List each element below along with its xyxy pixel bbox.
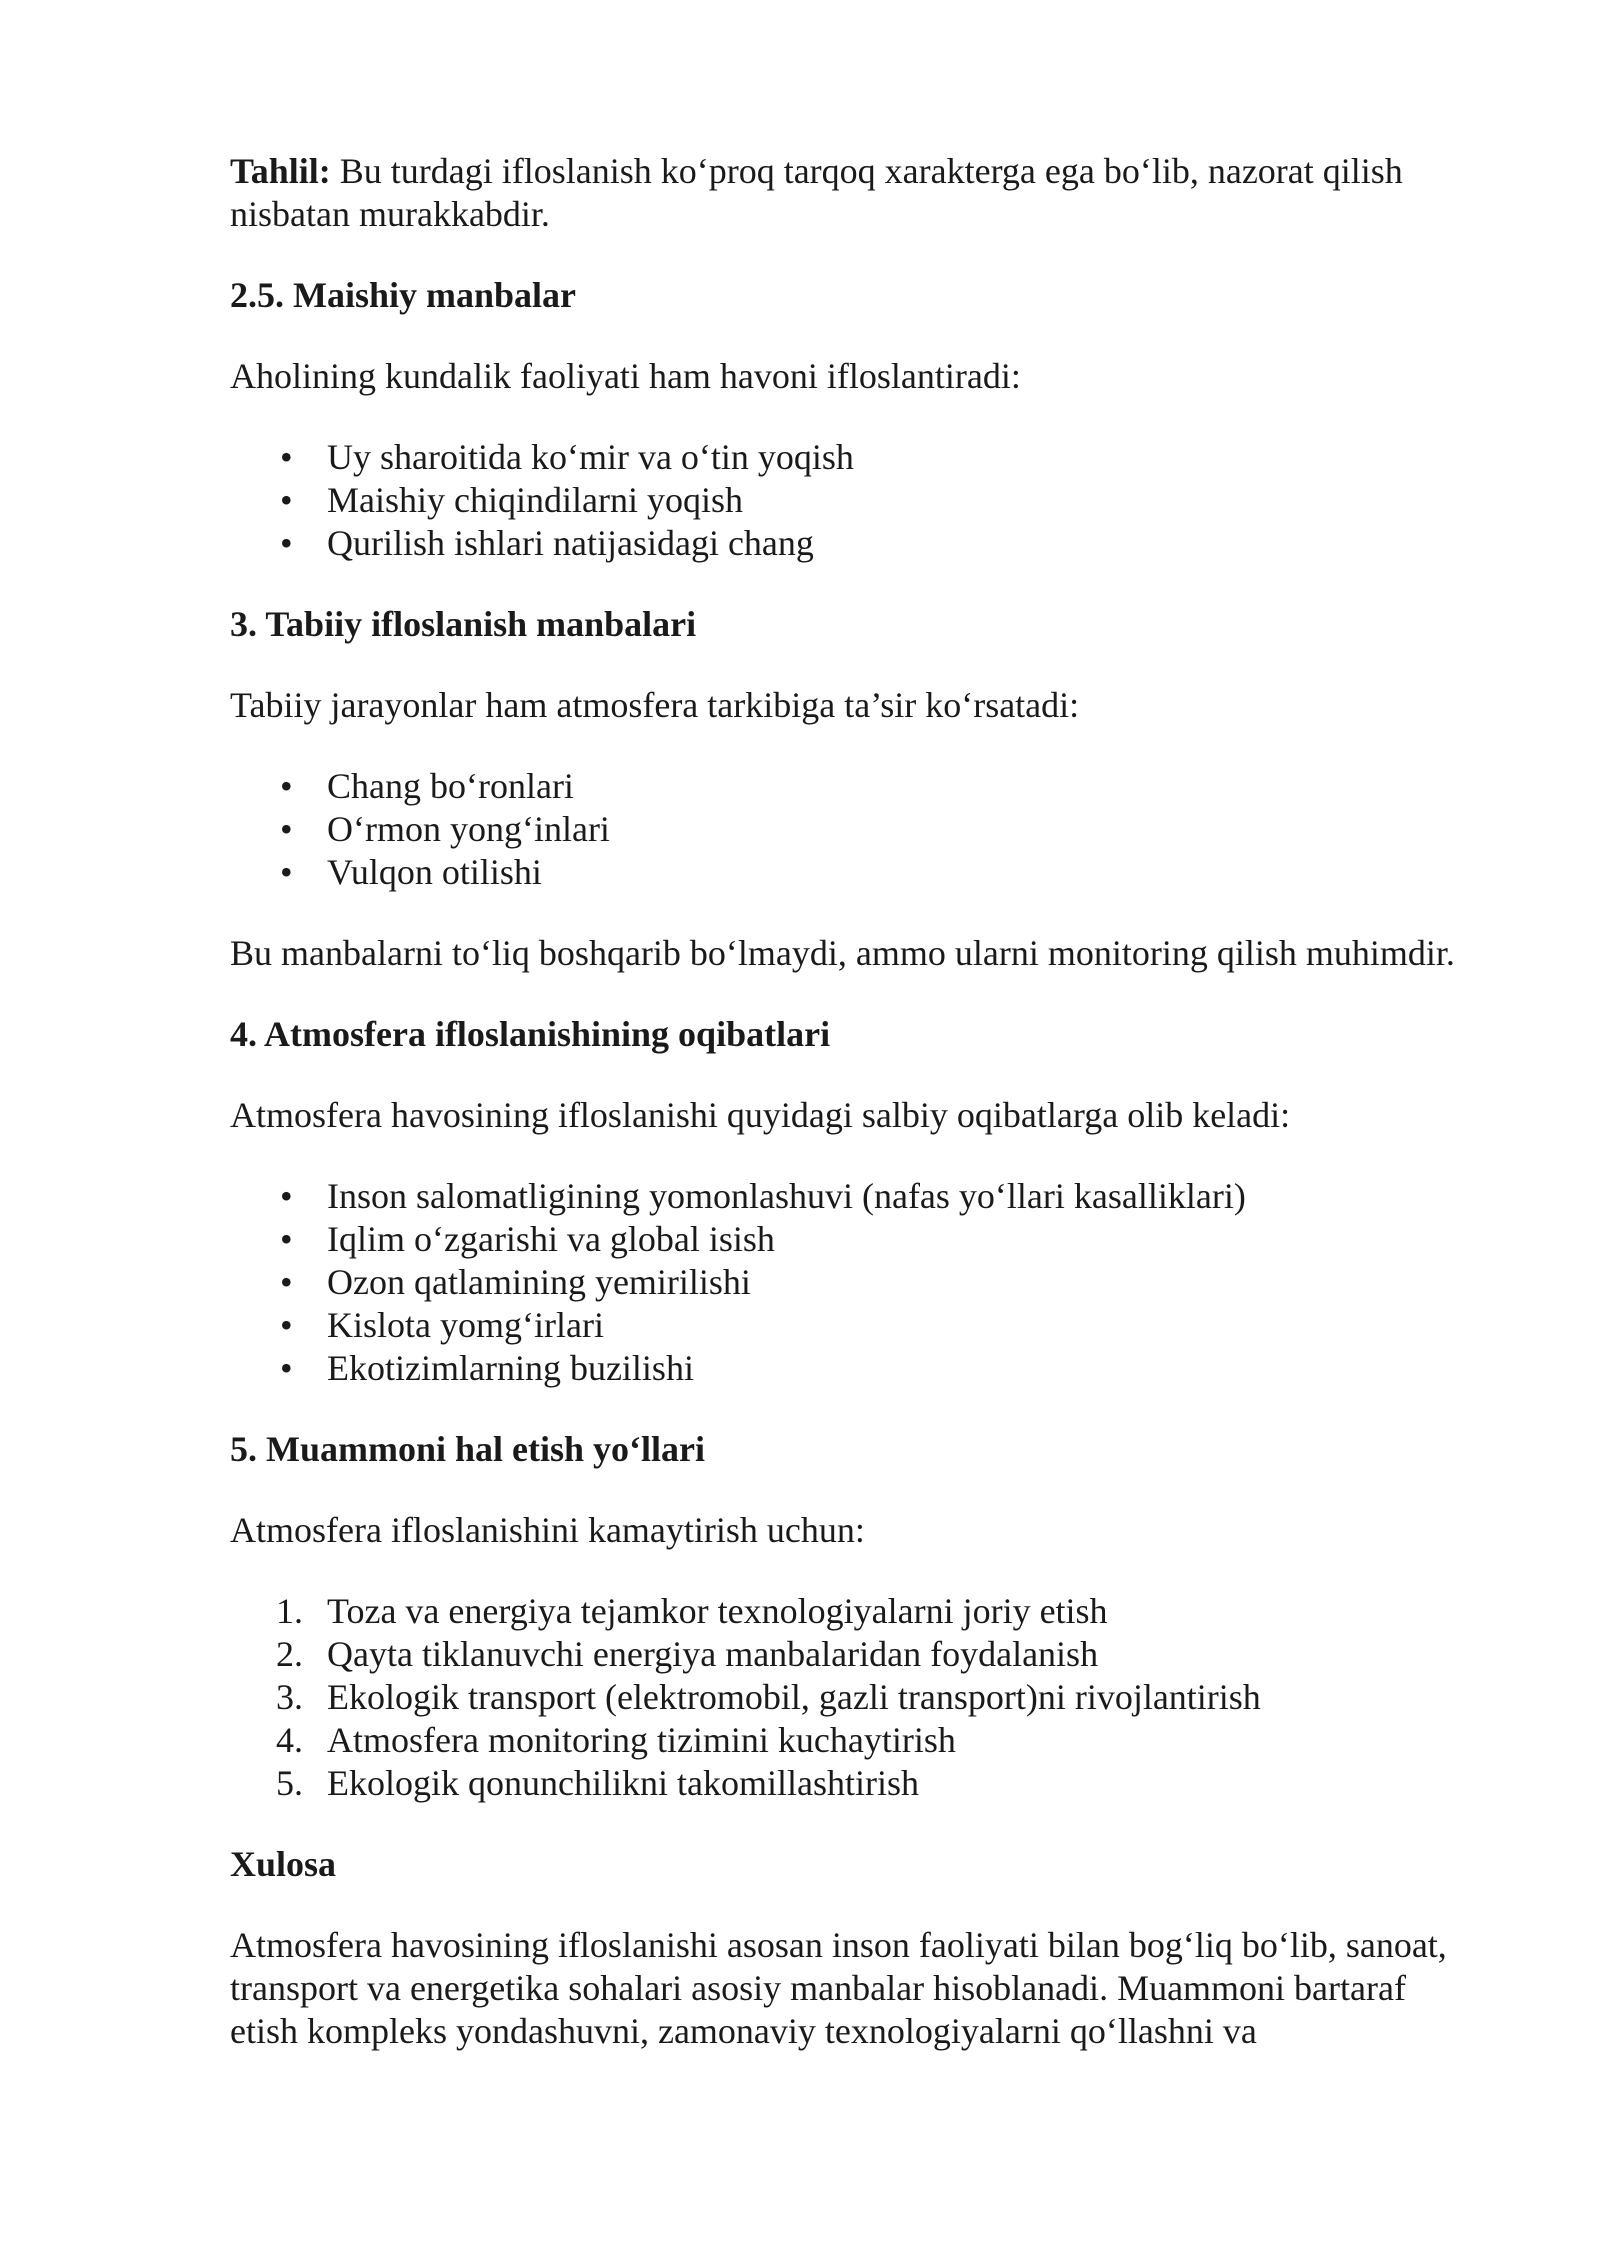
list-item: • Ozon qatlamining yemirilishi bbox=[280, 1262, 751, 1302]
intro-text: Bu turdagi ifloslanish ko‘proq tarqoq xarakterga ega bo‘lib, nazorat qilish nisbatan murakkabdir. bbox=[230, 151, 1403, 234]
section-3-after-paragraph: Bu manbalarni to‘liq boshqarib bo‘lmaydi, ammo ularni monitoring qilish muhimdir. bbox=[230, 933, 1455, 973]
bullet-icon: • bbox=[280, 1305, 293, 1345]
section-2-5-heading: 2.5. Maishiy manbalar bbox=[230, 275, 577, 315]
list-item: 5. Ekologik qonunchilikni takomillashtirish bbox=[276, 1763, 919, 1803]
list-item: • Ekotizimlarning buzilishi bbox=[280, 1348, 694, 1388]
list-item: • Qurilish ishlari natijasidagi chang bbox=[280, 523, 814, 563]
list-number: 2. bbox=[276, 1634, 303, 1674]
list-item: 1. Toza va energiya tejamkor texnologiyalarni joriy etish bbox=[276, 1591, 1108, 1631]
list-item: • Maishiy chiqindilarni yoqish bbox=[280, 480, 743, 520]
section-5-list bbox=[230, 1590, 1480, 1805]
section-3-paragraph: Tabiiy jarayonlar ham atmosfera tarkibiga ta’sir ko‘rsatadi: bbox=[230, 685, 1080, 725]
list-item: • Inson salomatligining yomonlashuvi (nafas yo‘llari kasalliklari) bbox=[280, 1176, 1246, 1216]
bullet-icon: • bbox=[280, 523, 293, 563]
list-number: 1. bbox=[276, 1591, 303, 1631]
section-4-list bbox=[230, 1175, 1480, 1390]
bullet-icon: • bbox=[280, 480, 293, 520]
list-item: 4. Atmosfera monitoring tizimini kuchaytirish bbox=[276, 1720, 956, 1760]
list-item: • Vulqon otilishi bbox=[280, 852, 542, 892]
list-item: 3. Ekologik transport (elektromobil, gazli transport)ni rivojlantirish bbox=[276, 1677, 1261, 1717]
section-4-paragraph: Atmosfera havosining ifloslanishi quyidagi salbiy oqibatlarga olib keladi: bbox=[230, 1095, 1291, 1135]
intro-lead: Tahlil: bbox=[230, 151, 331, 191]
section-5-paragraph: Atmosfera ifloslanishini kamaytirish uchun: bbox=[230, 1510, 865, 1550]
section-2-5-paragraph: Aholining kundalik faoliyati ham havoni ifloslantiradi: bbox=[230, 356, 1021, 396]
list-item: • Kislota yomg‘irlari bbox=[280, 1305, 604, 1345]
bullet-icon: • bbox=[280, 809, 293, 849]
bullet-icon: • bbox=[280, 766, 293, 806]
list-item: • Iqlim o‘zgarishi va global isish bbox=[280, 1219, 775, 1259]
list-number: 3. bbox=[276, 1677, 303, 1717]
conclusion-heading: Xulosa bbox=[230, 1844, 337, 1884]
bullet-icon: • bbox=[280, 437, 293, 477]
conclusion-paragraph: Atmosfera havosining ifloslanishi asosan inson faoliyati bilan bog‘liq bo‘lib, sanoat, transport va energetika sohalari asosiy manbalar hisoblanadi. Muammoni bartaraf etish kompleks yondashuvni, zamonaviy texnologiyalarni qo‘llashni va bbox=[230, 1925, 1447, 2051]
section-3-heading: 3. Tabiiy ifloslanish manbalari bbox=[230, 604, 697, 644]
list-number: 5. bbox=[276, 1763, 303, 1803]
bullet-icon: • bbox=[280, 1262, 293, 1302]
list-number: 4. bbox=[276, 1720, 303, 1760]
bullet-icon: • bbox=[280, 1219, 293, 1259]
bullet-icon: • bbox=[280, 1176, 293, 1216]
list-item: 2. Qayta tiklanuvchi energiya manbalaridan foydalanish bbox=[276, 1634, 1099, 1674]
intro-paragraph bbox=[230, 150, 1480, 236]
bullet-icon: • bbox=[280, 852, 293, 892]
document-page bbox=[230, 150, 1480, 2091]
bullet-icon: • bbox=[280, 1348, 293, 1388]
section-5-heading: 5. Muammoni hal etish yo‘llari bbox=[230, 1429, 705, 1469]
section-2-5-list bbox=[230, 436, 1480, 565]
list-item: • Uy sharoitida ko‘mir va o‘tin yoqish bbox=[280, 437, 854, 477]
list-item: • Chang bo‘ronlari bbox=[280, 766, 574, 806]
section-4-heading: 4. Atmosfera ifloslanishining oqibatlari bbox=[230, 1014, 831, 1054]
list-item: • O‘rmon yong‘inlari bbox=[280, 809, 610, 849]
section-3-list bbox=[230, 765, 1480, 894]
